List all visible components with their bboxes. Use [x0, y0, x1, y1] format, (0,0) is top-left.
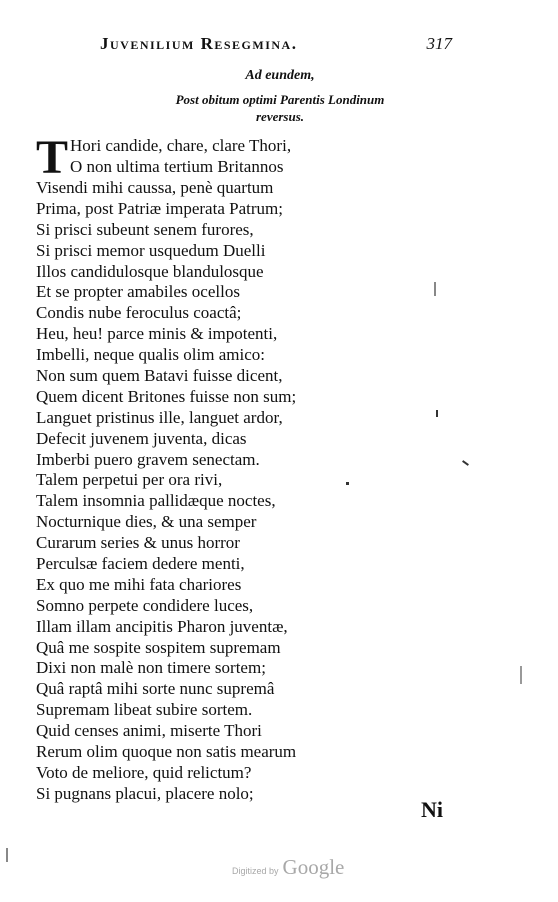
poem-line: Quâ me sospite sospitem supremam: [36, 637, 281, 657]
poem-line: Talem insomnia pallidæque noctes,: [36, 491, 276, 511]
scan-speck: [346, 482, 349, 485]
scan-speck: [6, 848, 8, 862]
poem-line: Condis nube feroculus coactâ;: [36, 303, 242, 323]
drop-cap: T: [36, 131, 69, 184]
poem-subtitle: Post obitum optimi Parentis Londinum: [175, 92, 385, 107]
poem-line: Hori candide, chare, clare Thori,: [70, 136, 292, 155]
poem-line: Defecit juvenem juventa, dicas: [36, 428, 247, 448]
poem-line: Curarum series & unus horror: [36, 533, 240, 553]
poem-line: Non sum quem Batavi fuisse dicent,: [36, 366, 283, 386]
poem-body: [36, 131, 456, 805]
poem-line: Si pugnans placui, placere nolo;: [36, 783, 254, 803]
poem-line: Si prisci memor usquedum Duelli: [36, 240, 266, 260]
poem-line: Quâ raptâ mihi sorte nunc supremâ: [36, 679, 275, 699]
poem-line: Prima, post Patriæ imperata Patrum;: [36, 198, 283, 218]
catchword: Ni: [421, 797, 443, 822]
poem-line: Languet pristinus ille, languet ardor,: [36, 407, 283, 427]
poem-line: Supremam libeat subire sortem.: [36, 700, 253, 720]
watermark-logo: Google: [282, 855, 345, 879]
poem-line: O non ultima tertium Britannos: [70, 156, 284, 176]
scan-speck: [462, 460, 469, 466]
poem-line: Talem perpetui per ora rivi,: [36, 470, 223, 490]
poem-line: Rerum olim quoque non satis mearum: [36, 742, 297, 762]
page-number: 317: [426, 34, 452, 53]
poem-line: Quem dicent Britones fuisse non sum;: [36, 386, 297, 406]
digitization-watermark: [232, 855, 344, 880]
poem-line: Imberbi puero gravem senectam.: [36, 449, 260, 469]
poem-line: Heu, heu! parce minis & impotenti,: [36, 324, 278, 344]
poem-line: Illos candidulosque blandulosque: [36, 261, 264, 281]
poem-line: Nocturnique dies, & una semper: [36, 512, 257, 532]
scan-speck: [520, 666, 522, 684]
poem-line: Imbelli, neque qualis olim amico:: [36, 345, 265, 365]
running-title: Juvenilium Resegmina.: [100, 34, 298, 53]
scan-speck: [434, 282, 436, 296]
scan-speck: [436, 410, 438, 417]
poem-subtitle-continued: reversus.: [255, 109, 305, 124]
poem-line: Voto de meliore, quid relictum?: [36, 762, 252, 782]
poem-line: Illam illam ancipitis Pharon juventæ,: [36, 616, 288, 636]
poem-title: Ad eundem,: [245, 68, 315, 83]
poem-line: Visendi mihi caussa, penè quartum: [36, 178, 274, 197]
poem-line: Si prisci subeunt senem furores,: [36, 219, 254, 239]
page-header: [100, 34, 460, 58]
poem-line: Ex quo me mihi fata chariores: [36, 574, 242, 594]
poem-line: Somno perpete condidere luces,: [36, 595, 254, 615]
poem-line: Quid censes animi, miserte Thori: [36, 721, 262, 741]
watermark-prefix: Digitized by: [232, 866, 279, 876]
poem-line: Perculsæ faciem dedere menti,: [36, 554, 245, 574]
poem-line: Dixi non malè non timere sortem;: [36, 658, 266, 678]
poem-line: Et se propter amabiles ocellos: [36, 282, 240, 302]
